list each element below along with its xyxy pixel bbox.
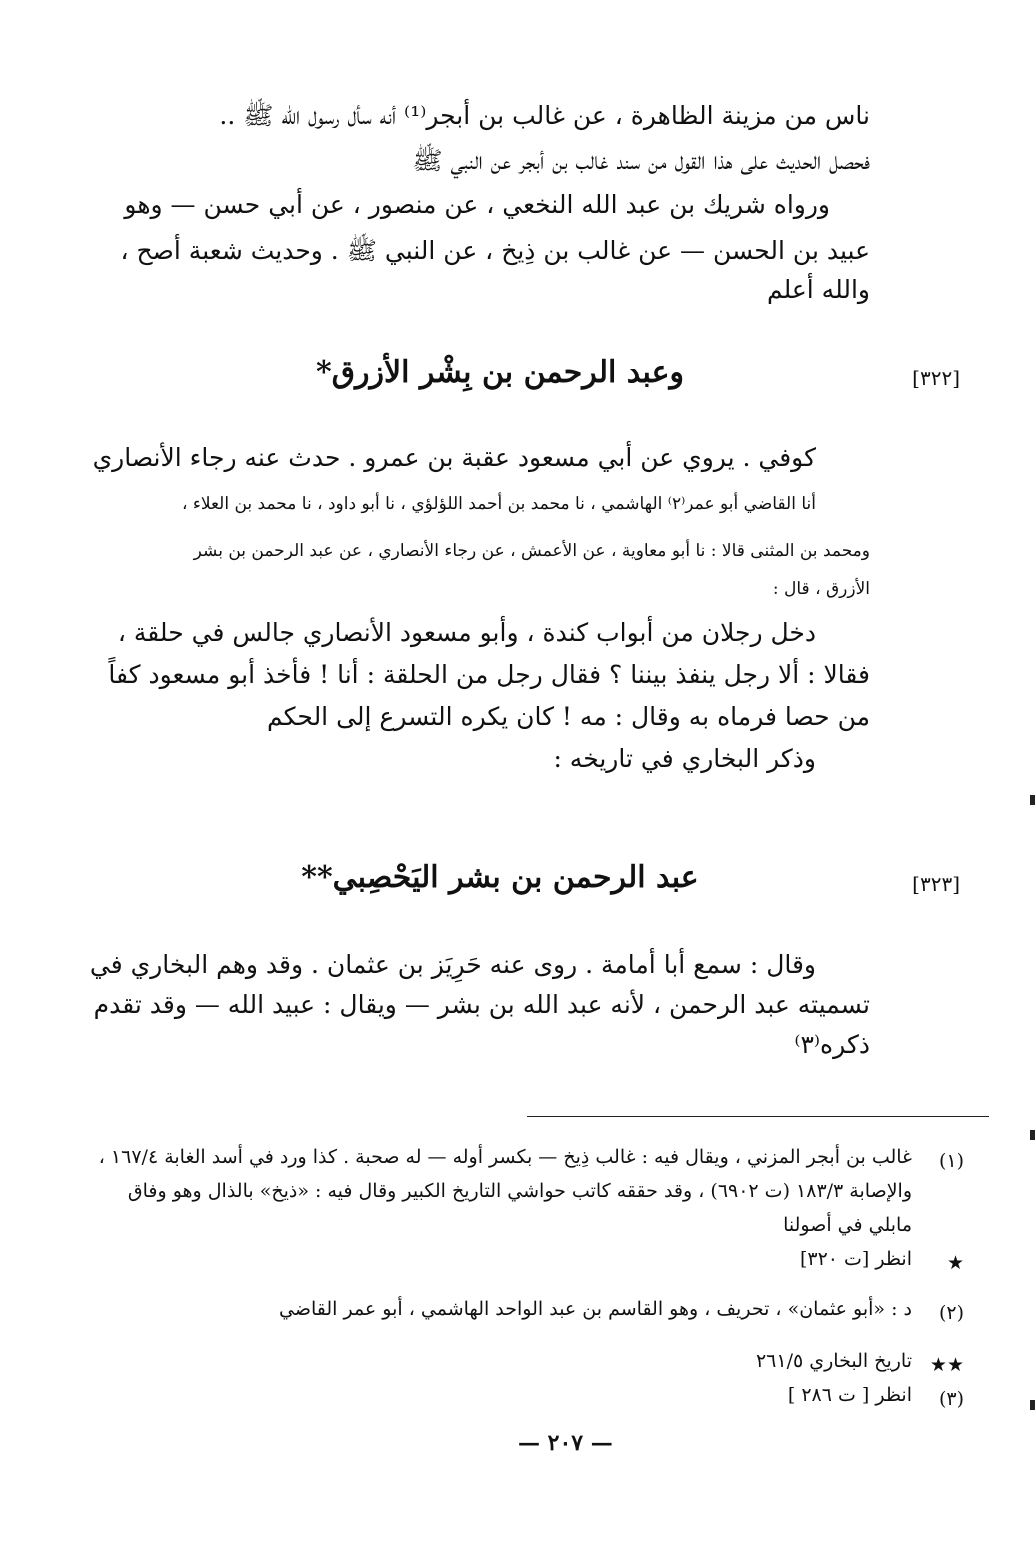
intro-line-3: ورواه شريك بن عبد الله النخعي ، عن منصور ، عن أبي حسن — وهو — [124, 190, 830, 219]
entry-number-323: [٣٢٣] — [912, 872, 960, 896]
entry-323-line-3: ذكره⁽٣⁾ — [794, 1030, 870, 1059]
footnote-marker-star: ★ — [946, 1252, 964, 1274]
entry-322-line-4: الأزرق ، قال : — [772, 579, 870, 599]
intro-line-5: والله أعلم — [766, 275, 870, 304]
intro-line-2: فحصل الحديث على هذا القول من سند غالب بن أبجر عن النبي ﷺ — [412, 146, 870, 175]
entry-322-line-6: فقالا : ألا رجل ينفذ بيننا ؟ فقال رجل من الحلقة : أنا ! فأخذ أبو مسعود كفاً — [108, 660, 870, 689]
footnote-marker-3: (٣) — [938, 1388, 964, 1410]
footnote-separator — [527, 1116, 989, 1117]
footnote-1-line-2: والإصابة ١٨٣/٣ (ت ٦٩٠٢) ، وقد حققه كاتب حواشي التاريخ الكبير وقال فيه : «ذيخ» بالذال وهو وفاق — [127, 1180, 912, 1202]
entry-323-line-1: وقال : سمع أبا أمامة . روى عنه حَرِيَز بن عثمان . وقد وهم البخاري في — [89, 950, 816, 979]
scan-edge-mark — [1030, 795, 1035, 805]
footnote-marker-2: (٢) — [938, 1302, 964, 1324]
scan-edge-mark — [1030, 1130, 1035, 1140]
footnote-star-text: انظر [ت ٣٢٠] — [799, 1248, 912, 1270]
entry-322-line-1: كوفي . يروي عن أبي مسعود عقبة بن عمرو . حدث عنه رجاء الأنصاري — [92, 443, 816, 472]
entry-323-line-2: تسميته عبد الرحمن ، لأنه عبد الله بن بشر — ويقال : عبيد الله — وقد تقدم — [93, 990, 870, 1019]
footnote-marker-1: (١) — [938, 1150, 964, 1172]
entry-322-line-3: ومحمد بن المثنى قالا : نا أبو معاوية ، عن الأعمش ، عن رجاء الأنصاري ، عن عبد الرحمن بن بشر — [193, 541, 870, 561]
entry-heading-322: وعبد الرحمن بن بِشْر الأزرق* — [316, 355, 684, 390]
intro-line-4: عبيد بن الحسن — عن غالب بن ذِيخ ، عن النبي ﷺ . وحديث شعبة أصح ، — [120, 236, 870, 265]
intro-line-1: ناس من مزينة الظاهرة ، عن غالب بن أبجر⁽¹⁾ أنه سأل رسول الله ﷺ .. — [219, 101, 870, 130]
page-number: — ٢٠٧ — — [518, 1430, 613, 1456]
footnote-3-text: انظر [ ت ٢٨٦ ] — [787, 1384, 912, 1406]
footnote-1-line-1: غالب بن أبجر المزني ، ويقال فيه : غالب ذِيخ — بكسر أوله — له صحبة . كذا ورد في أسد الغابة ١٦٧/٤ ، — [98, 1146, 912, 1168]
footnote-marker-double-star: ★★ — [929, 1354, 964, 1376]
footnote-double-star-text: تاريخ البخاري ٢٦١/٥ — [755, 1350, 912, 1372]
footnote-1-line-3: مابلي في أصولنا — [783, 1214, 912, 1236]
footnote-2-text: د : «أبو عثمان» ، تحريف ، وهو القاسم بن عبد الواحد الهاشمي ، أبو عمر القاضي — [278, 1298, 912, 1320]
entry-322-line-2: أنا القاضي أبو عمر⁽٢⁾ الهاشمي ، نا محمد بن أحمد اللؤلؤي ، نا أبو داود ، نا محمد بن العلاء ، — [181, 494, 816, 514]
scan-edge-mark — [1030, 1400, 1035, 1410]
entry-heading-323: عبد الرحمن بن بشر اليَحْصِبي** — [301, 860, 699, 895]
entry-322-line-5: دخل رجلان من أبواب كندة ، وأبو مسعود الأنصاري جالس في حلقة ، — [117, 618, 816, 647]
entry-322-line-8: وذكر البخاري في تاريخه : — [553, 744, 816, 773]
entry-number-322: [٣٢٢] — [912, 366, 960, 390]
entry-322-line-7: من حصا فرماه به وقال : مه ! كان يكره التسرع إلى الحكم — [266, 702, 870, 731]
